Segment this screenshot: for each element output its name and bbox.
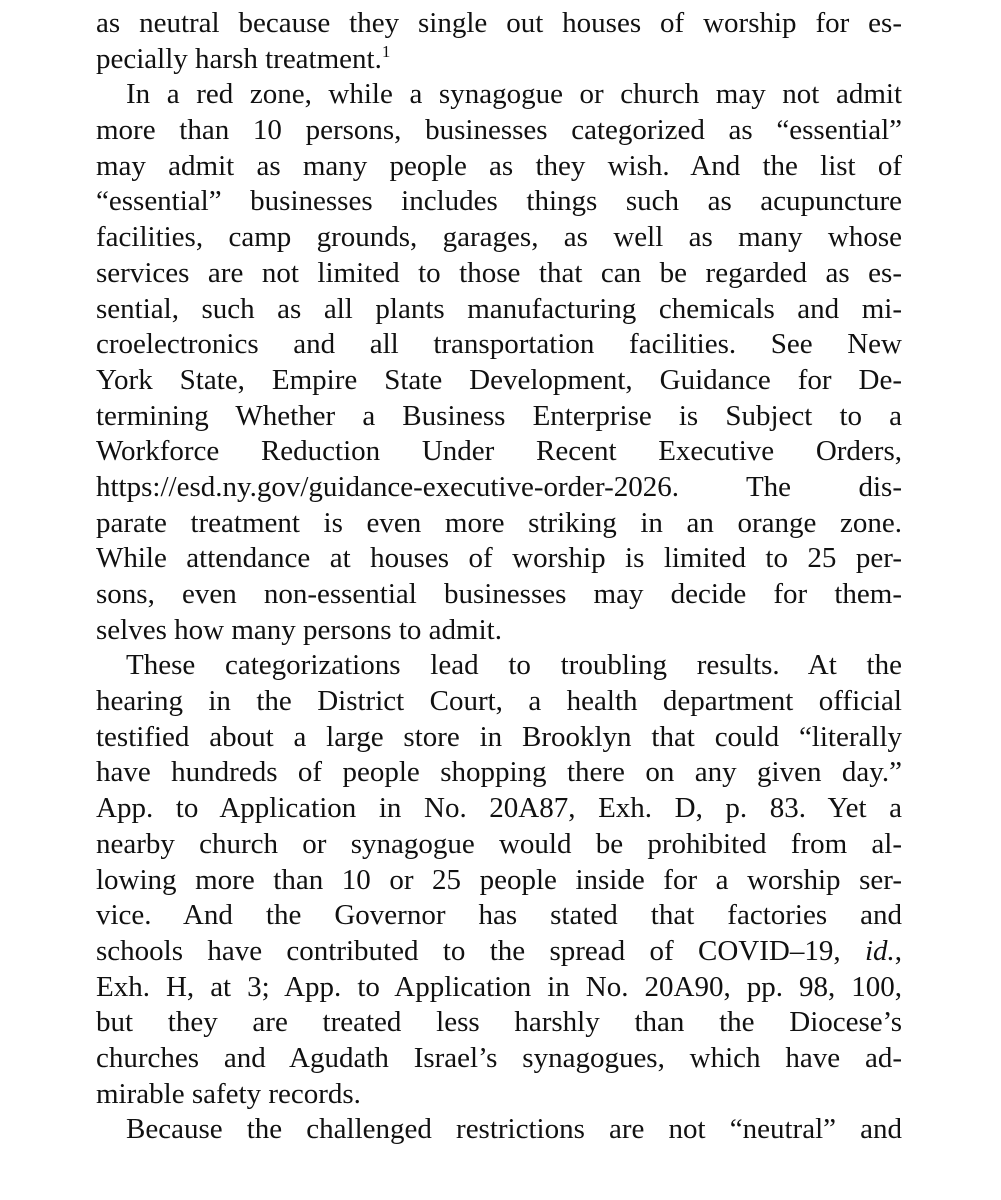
paragraph-4 — [96, 1112, 902, 1148]
text-line: testified about a large store in Brooklyn that could “literally — [96, 720, 902, 753]
paragraph-3 — [96, 648, 902, 1112]
text-line: facilities, camp grounds, garages, as well as many whose — [96, 221, 902, 254]
text-line: Exh. H, at 3; App. to Application in No. 20A90, pp. 98, 100, — [96, 970, 902, 1003]
text-fragment: schools have contributed to the spread of COVID–19, — [96, 934, 865, 967]
text-line: York State, Empire State Development, Guidance for De- — [96, 363, 902, 396]
text-line: mirable safety records. — [96, 1077, 361, 1110]
text-line: sential, such as all plants manufacturing chemicals and mi- — [96, 292, 902, 325]
text-line — [96, 42, 902, 78]
text-line: croelectronics and all transportation facilities. See New — [96, 328, 902, 361]
text-line: parate treatment is even more striking in an orange zone. — [96, 506, 902, 539]
text-line: These categorizations lead to troubling results. At the — [126, 649, 902, 682]
text-line: “essential” businesses includes things such as acupuncture — [96, 185, 902, 218]
document-page — [96, 6, 902, 1148]
text-line: may admit as many people as they wish. And the list of — [96, 149, 902, 182]
text-line: lowing more than 10 or 25 people inside for a worship ser- — [96, 863, 902, 896]
text-line: Workforce Reduction Under Recent Executive Orders, — [96, 435, 902, 468]
text-line: services are not limited to those that can be regarded as es- — [96, 256, 902, 289]
text-line: hearing in the District Court, a health department official — [96, 685, 902, 718]
text-line — [96, 934, 902, 970]
text-line: have hundreds of people shopping there on any given day.” — [96, 756, 902, 789]
text-line: as neutral because they single out houses of worship for es- — [96, 7, 902, 39]
text-line: but they are treated less harshly than the Diocese’s — [96, 1006, 902, 1039]
paragraph-2 — [96, 77, 902, 648]
text-line: termining Whether a Business Enterprise is Subject to a — [96, 399, 902, 432]
paragraph-1 — [96, 6, 902, 77]
text-line: vice. And the Governor has stated that factories and — [96, 899, 902, 932]
text-line: nearby church or synagogue would be prohibited from al- — [96, 827, 902, 860]
url-line[interactable]: https://esd.ny.gov/guidance-executive-order-2026. The dis- — [96, 470, 902, 503]
italic-citation: id. — [864, 934, 895, 967]
text-line: more than 10 persons, businesses categorized as “essential” — [96, 114, 902, 147]
footnote-marker[interactable]: 1 — [381, 41, 391, 61]
text-line: sons, even non-essential businesses may decide for them- — [96, 578, 902, 610]
text-line: While attendance at houses of worship is limited to 25 per- — [96, 542, 902, 575]
text-fragment: pecially harsh treatment. — [96, 42, 382, 75]
text-line: selves how many persons to admit. — [96, 613, 502, 646]
text-line: Because the challenged restrictions are not “neutral” and — [126, 1113, 902, 1146]
text-line: App. to Application in No. 20A87, Exh. D, p. 83. Yet a — [96, 792, 902, 825]
text-fragment: , — [894, 934, 902, 967]
text-line: In a red zone, while a synagogue or church may not admit — [126, 78, 902, 111]
text-line: churches and Agudath Israel’s synagogues, which have ad- — [96, 1041, 902, 1074]
